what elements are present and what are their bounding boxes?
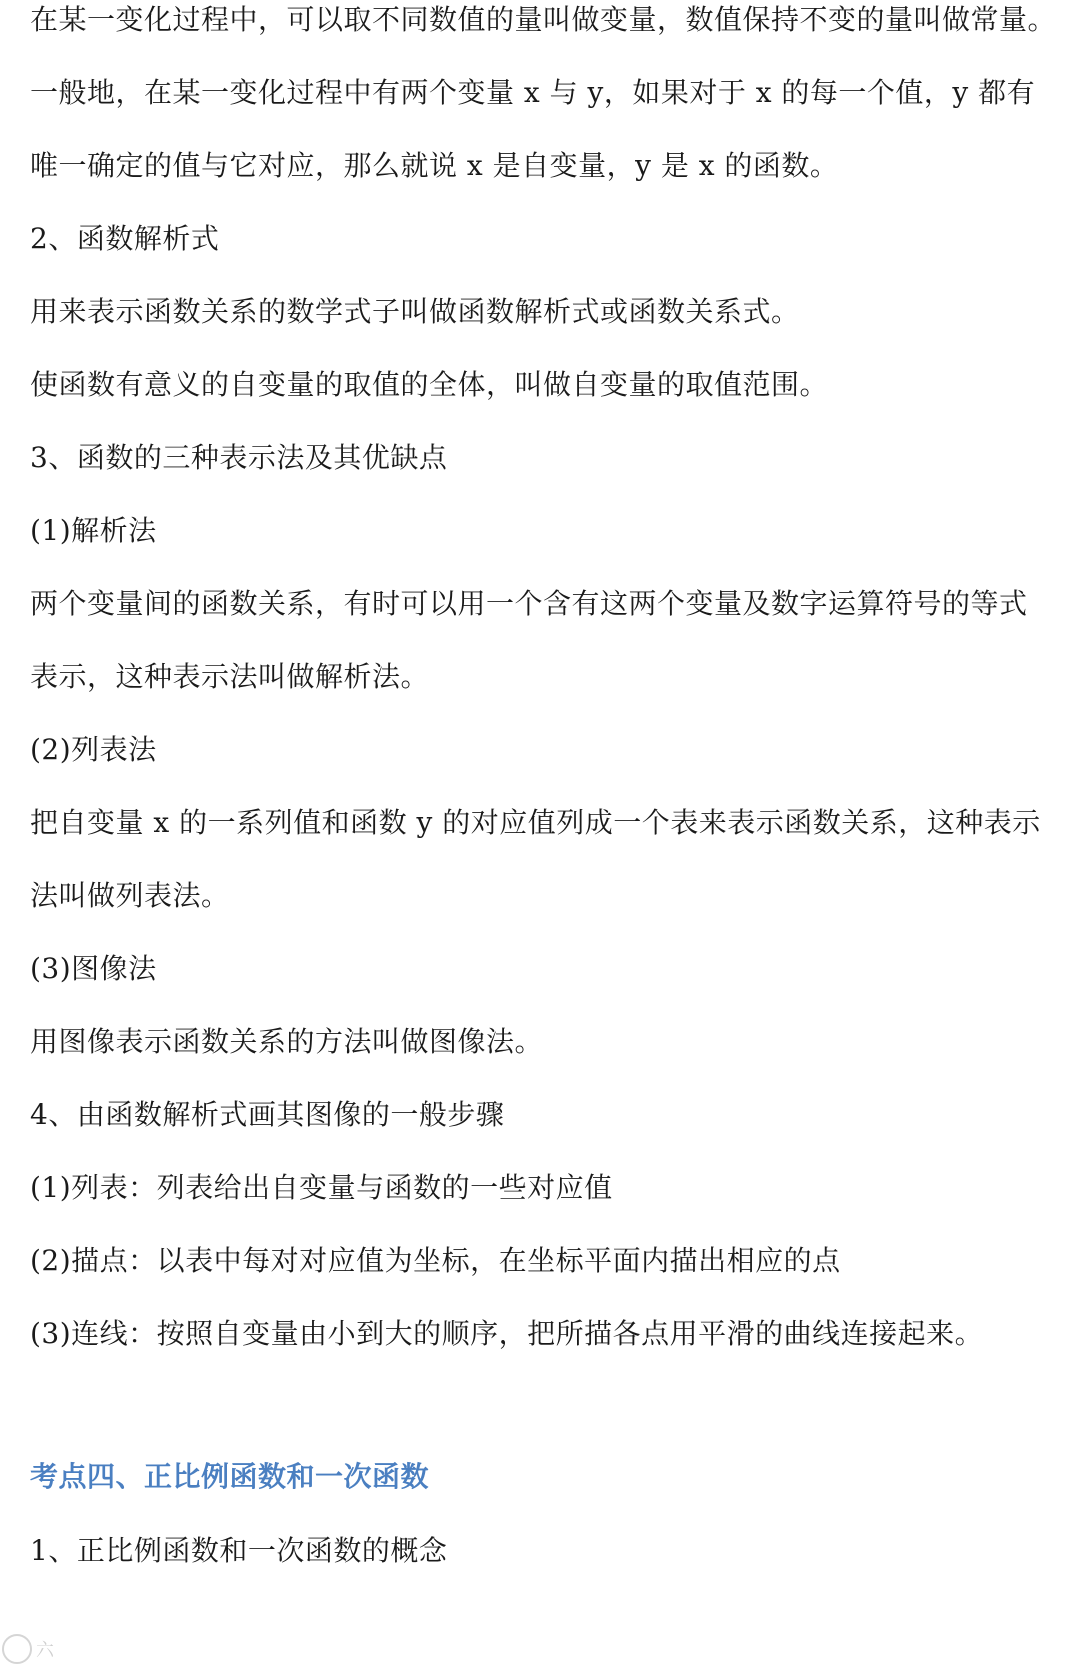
subheading-3: 3、函数的三种表示法及其优缺点 <box>30 441 448 474</box>
watermark-text: 六 <box>36 1640 54 1661</box>
text-line-10: 表示，这种表示法叫做解析法。 <box>30 660 430 693</box>
text-line-2: 一般地，在某一变化过程中有两个变量 x 与 y，如果对于 x 的每一个值，y 都有 <box>30 76 1036 109</box>
text-line-6: 使函数有意义的自变量的取值的全体，叫做自变量的取值范围。 <box>30 368 829 401</box>
step-list: (1)列表：列表给出自变量与函数的一些对应值 <box>30 1171 613 1204</box>
text-line-15: 用图像表示函数关系的方法叫做图像法。 <box>30 1025 544 1058</box>
subheading-4: 4、由函数解析式画其图像的一般步骤 <box>30 1098 505 1131</box>
watermark-icon <box>2 1634 32 1664</box>
text-line-5: 用来表示函数关系的数学式子叫做函数解析式或函数关系式。 <box>30 295 800 328</box>
subheading-2: 2、函数解析式 <box>30 222 220 255</box>
item-table-method: (2)列表法 <box>30 733 157 766</box>
text-line-last: 1、正比例函数和一次函数的概念 <box>30 1534 448 1567</box>
text-line-13: 法叫做列表法。 <box>30 879 230 912</box>
step-connect: (3)连线：按照自变量由小到大的顺序，把所描各点用平滑的曲线连接起来。 <box>30 1317 984 1350</box>
watermark-logo <box>0 1629 150 1669</box>
section-heading: 考点四、正比例函数和一次函数 <box>30 1460 430 1493</box>
text-line-1: 在某一变化过程中，可以取不同数值的量叫做变量，数值保持不变的量叫做常量。 <box>30 3 1057 36</box>
item-analytic-method: (1)解析法 <box>30 514 157 547</box>
item-graph-method: (3)图像法 <box>30 952 157 985</box>
text-line-12: 把自变量 x 的一系列值和函数 y 的对应值列成一个表来表示函数关系，这种表示 <box>30 806 1041 839</box>
text-line-3: 唯一确定的值与它对应，那么就说 x 是自变量，y 是 x 的函数。 <box>30 149 839 182</box>
step-plot: (2)描点：以表中每对对应值为坐标，在坐标平面内描出相应的点 <box>30 1244 841 1277</box>
text-line-9: 两个变量间的函数关系，有时可以用一个含有这两个变量及数字运算符号的等式 <box>30 587 1028 620</box>
